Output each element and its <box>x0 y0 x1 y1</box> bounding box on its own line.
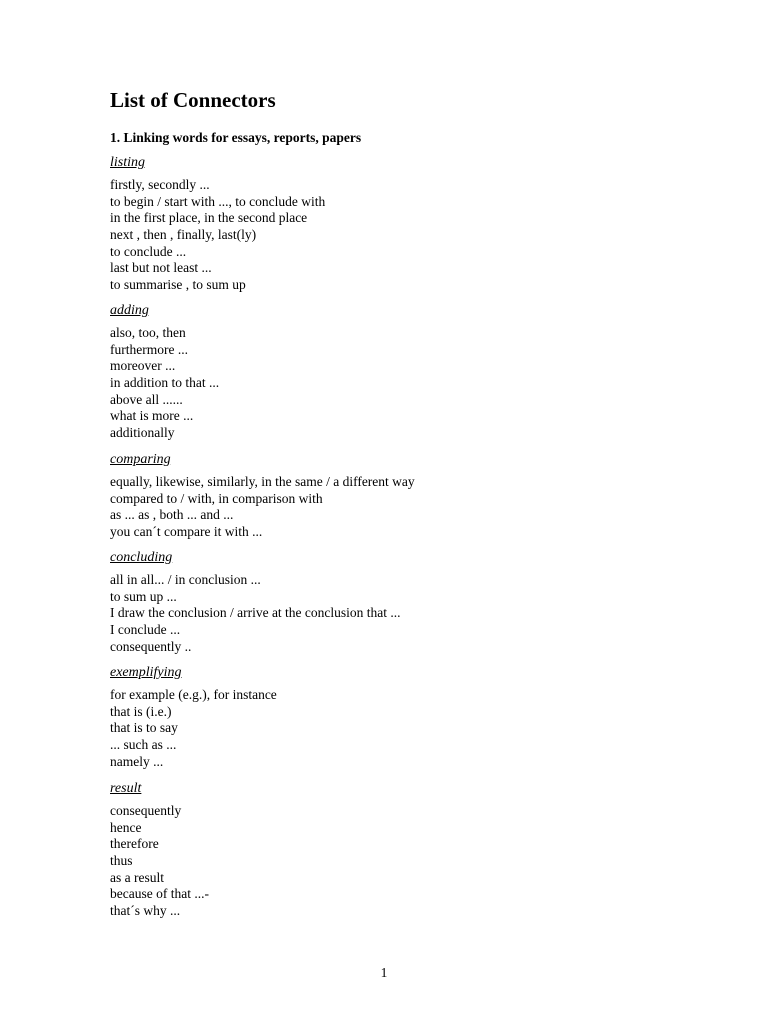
connector-item: furthermore ... <box>110 341 188 357</box>
category-item-list <box>110 325 630 442</box>
connector-item: additionally <box>110 425 175 441</box>
category-heading: adding <box>110 303 149 318</box>
category-item-list <box>110 803 630 920</box>
category-result <box>110 779 630 920</box>
connector-item: as a result <box>110 869 164 885</box>
connector-item: ... such as ... <box>110 737 177 753</box>
connector-item: you can´t compare it with ... <box>110 524 263 540</box>
connector-item: also, too, then <box>110 325 186 340</box>
connector-item: compared to / with, in comparison with <box>110 490 323 506</box>
connector-item: to sum up ... <box>110 588 177 604</box>
connector-item: to summarise , to sum up <box>110 277 246 293</box>
connector-item: thus <box>110 853 133 869</box>
connector-item: all in all... / in conclusion ... <box>110 572 261 587</box>
connector-item: last but not least ... <box>110 260 212 276</box>
category-item-list <box>110 474 630 541</box>
document-title: List of Connectors <box>110 88 276 112</box>
category-listing <box>110 153 630 294</box>
connector-item: consequently .. <box>110 638 192 654</box>
connector-item: namely ... <box>110 753 164 769</box>
connector-item: to conclude ... <box>110 243 187 259</box>
connector-item: because of that ...- <box>110 886 209 902</box>
connector-item: to begin / start with ..., to conclude with <box>110 193 326 209</box>
connector-item: what is more ... <box>110 408 194 424</box>
category-comparing <box>110 450 630 541</box>
connector-item: therefore <box>110 836 159 852</box>
connector-item: that is (i.e.) <box>110 703 172 719</box>
section-heading: 1. Linking words for essays, reports, papers <box>110 130 362 145</box>
connector-item: consequently <box>110 803 182 818</box>
connector-item: that is to say <box>110 720 178 736</box>
connector-item: I conclude ... <box>110 622 181 638</box>
connector-item: above all ...... <box>110 391 183 407</box>
category-exemplifying <box>110 663 630 770</box>
category-heading: comparing <box>110 452 171 467</box>
page-number: 1 <box>380 965 388 980</box>
category-heading: concluding <box>110 550 173 565</box>
connector-item: that´s why ... <box>110 903 181 919</box>
connector-item: in the first place, in the second place <box>110 210 308 226</box>
category-heading: result <box>110 781 142 796</box>
category-item-list <box>110 572 630 655</box>
connector-item: in addition to that ... <box>110 375 220 391</box>
connector-item: I draw the conclusion / arrive at the conclusion that ... <box>110 605 401 621</box>
category-item-list <box>110 177 630 294</box>
category-concluding <box>110 548 630 655</box>
connector-item: as ... as , both ... and ... <box>110 507 234 523</box>
category-adding <box>110 301 630 442</box>
connector-item: firstly, secondly ... <box>110 177 210 192</box>
connector-item: moreover ... <box>110 358 176 374</box>
category-heading: exemplifying <box>110 665 182 680</box>
connector-item: next , then , finally, last(ly) <box>110 227 257 243</box>
connector-item: equally, likewise, similarly, in the same / a different way <box>110 474 415 489</box>
category-heading: listing <box>110 155 146 170</box>
connector-item: for example (e.g.), for instance <box>110 687 277 702</box>
connector-item: hence <box>110 819 142 835</box>
category-item-list <box>110 687 630 770</box>
